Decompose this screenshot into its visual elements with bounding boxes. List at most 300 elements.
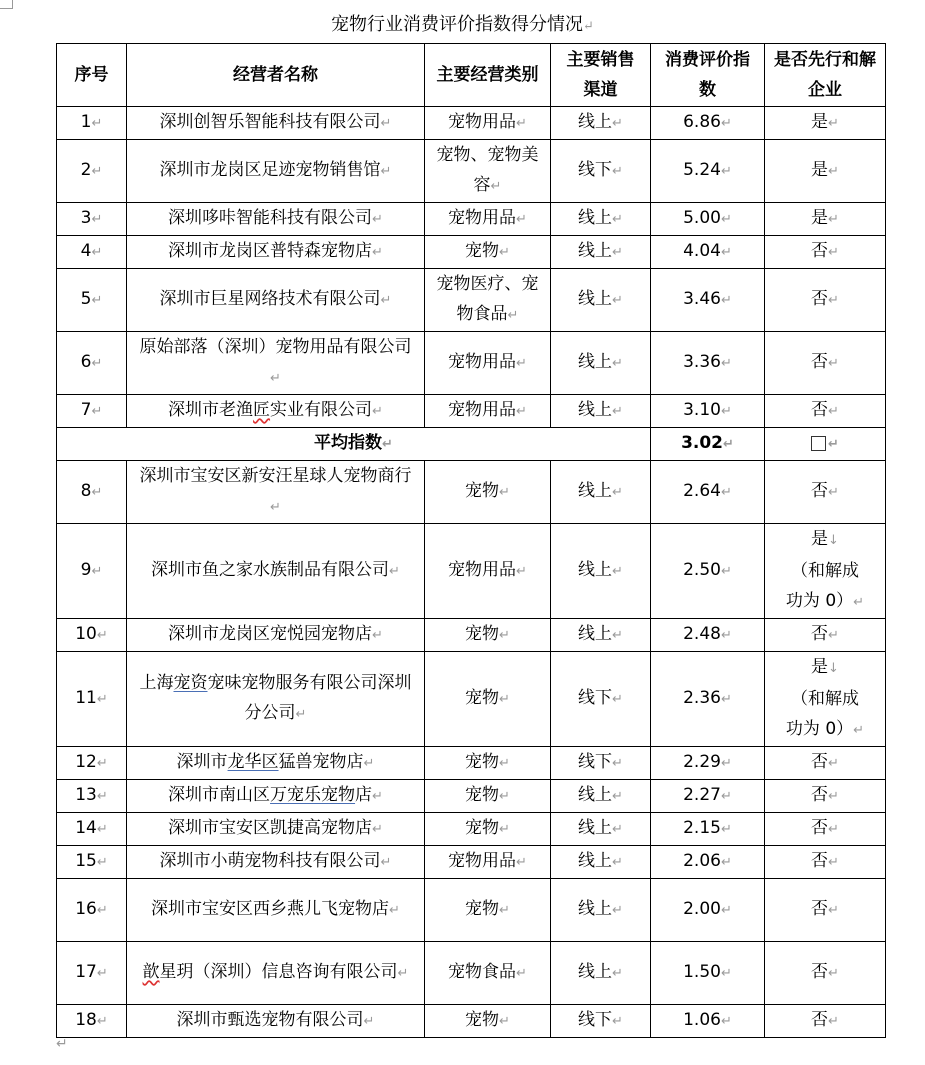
cell-index bbox=[57, 619, 127, 652]
paragraph-mark: ↵ bbox=[372, 404, 383, 419]
cell-channel bbox=[551, 942, 651, 1005]
cell-channel-text: 线上 bbox=[578, 400, 613, 420]
cell-settlement bbox=[765, 747, 886, 780]
end-paragraph-mark: ↵ bbox=[56, 1036, 68, 1052]
cell-category bbox=[425, 140, 551, 203]
paragraph-mark: ↵ bbox=[499, 692, 510, 707]
cell-score-text: 2.29 bbox=[683, 752, 721, 772]
table-row bbox=[57, 461, 886, 524]
paragraph-mark: ↵ bbox=[720, 822, 732, 837]
line-mark: ↵ bbox=[828, 756, 839, 771]
paragraph-mark: ↵ bbox=[720, 966, 732, 981]
paragraph-mark: ↵ bbox=[382, 437, 393, 452]
cell-settlement bbox=[765, 846, 886, 879]
cell-score bbox=[651, 652, 765, 747]
paragraph-mark: ↵ bbox=[372, 212, 383, 227]
cell-channel bbox=[551, 140, 651, 203]
cell-channel bbox=[551, 747, 651, 780]
settlement-note-line1: （和解成 bbox=[791, 689, 859, 709]
paragraph-mark: ↵ bbox=[516, 212, 527, 227]
paragraph-mark: ↵ bbox=[720, 116, 732, 131]
header-row bbox=[57, 44, 886, 107]
paragraph-mark: ↵ bbox=[372, 628, 383, 643]
settlement-value: 是 bbox=[811, 529, 829, 549]
paragraph-mark: ↵ bbox=[853, 723, 865, 738]
paragraph-mark: ↵ bbox=[96, 628, 108, 643]
line-mark: ↵ bbox=[828, 293, 839, 308]
line-mark: ↓ bbox=[828, 533, 839, 548]
cell-index bbox=[57, 107, 127, 140]
cell-channel-text: 线上 bbox=[578, 624, 613, 644]
table-row bbox=[57, 236, 886, 269]
cell-category-text: 宠物用品 bbox=[448, 851, 517, 871]
paragraph-mark: ↵ bbox=[720, 1014, 732, 1029]
cell-settlement bbox=[765, 652, 886, 747]
cell-category-text: 宠物 bbox=[465, 624, 500, 644]
paragraph-mark: ↵ bbox=[490, 179, 502, 194]
paragraph-mark: ↵ bbox=[96, 822, 108, 837]
cell-score bbox=[651, 332, 765, 395]
paragraph-mark: ↵ bbox=[91, 293, 103, 308]
proofing-underline: 万宠乐宠物 bbox=[270, 785, 356, 805]
cell-name-text: 深圳市宝安区西乡燕儿飞宠物店 bbox=[151, 899, 390, 919]
paragraph-mark: ↵ bbox=[612, 564, 623, 579]
paragraph-mark: ↵ bbox=[96, 1014, 108, 1029]
paragraph-mark: ↵ bbox=[720, 245, 732, 260]
paragraph-mark: ↵ bbox=[380, 293, 392, 308]
cell-category-text: 宠物 bbox=[465, 688, 500, 708]
cell-channel-text: 线上 bbox=[578, 962, 613, 982]
line-mark: ↵ bbox=[828, 245, 839, 260]
paragraph-mark: ↵ bbox=[720, 756, 732, 771]
cell-index bbox=[57, 1005, 127, 1038]
cell-category bbox=[425, 652, 551, 747]
cell-channel-text: 线上 bbox=[578, 818, 613, 838]
cell-category bbox=[425, 203, 551, 236]
cell-category-text: 宠物用品 bbox=[448, 208, 517, 228]
paragraph-mark: ↵ bbox=[96, 966, 108, 981]
line-mark: ↵ bbox=[828, 356, 839, 371]
cell-name-text: 深圳市小萌宠物科技有限公司 bbox=[159, 851, 381, 871]
table-row bbox=[57, 107, 886, 140]
cell-channel-text: 线上 bbox=[578, 241, 613, 261]
line-mark: ↵ bbox=[828, 1014, 839, 1029]
cell-channel bbox=[551, 879, 651, 942]
cell-settlement bbox=[765, 780, 886, 813]
settlement-value: 否 bbox=[811, 818, 829, 838]
cell-name-text: 深圳市鱼之家水族制品有限公司 bbox=[151, 560, 390, 580]
cell-settlement bbox=[765, 269, 886, 332]
paragraph-mark: ↵ bbox=[499, 245, 510, 260]
cell-category bbox=[425, 269, 551, 332]
table-row bbox=[57, 203, 886, 236]
settlement-value: 是 bbox=[811, 112, 829, 132]
table-row bbox=[57, 140, 886, 203]
settlement-value: 否 bbox=[811, 241, 829, 261]
cell-channel bbox=[551, 107, 651, 140]
cell-settlement bbox=[765, 942, 886, 1005]
cell-name bbox=[127, 140, 425, 203]
settlement-value: 否 bbox=[811, 785, 829, 805]
paragraph-mark: ↵ bbox=[612, 855, 623, 870]
cell-category-text: 宠物 bbox=[465, 481, 500, 501]
settlement-value: 否 bbox=[811, 400, 829, 420]
line-mark: ↵ bbox=[828, 903, 839, 918]
header-index: 序号 bbox=[57, 44, 127, 107]
cell-score bbox=[651, 813, 765, 846]
line-mark: ↵ bbox=[828, 628, 839, 643]
settlement-note-line2: 功为 0） bbox=[785, 591, 854, 611]
cell-score bbox=[651, 236, 765, 269]
paragraph-mark: ↵ bbox=[612, 692, 623, 707]
cell-channel-text: 线上 bbox=[578, 112, 613, 132]
average-score bbox=[651, 428, 765, 461]
cell-settlement bbox=[765, 1005, 886, 1038]
paragraph-mark: ↵ bbox=[720, 293, 732, 308]
paragraph-mark: ↵ bbox=[583, 19, 594, 34]
line-mark: ↵ bbox=[828, 966, 839, 981]
paragraph-mark: ↵ bbox=[612, 966, 623, 981]
paragraph-mark: ↵ bbox=[612, 789, 623, 804]
cell-name-text: 深圳市巨星网络技术有限公司 bbox=[159, 289, 381, 309]
cell-name bbox=[127, 652, 425, 747]
table-row bbox=[57, 813, 886, 846]
cell-score-text: 6.86 bbox=[683, 112, 721, 132]
paragraph-mark: ↵ bbox=[507, 308, 519, 323]
paragraph-mark: ↵ bbox=[720, 212, 732, 227]
paragraph-mark: ↵ bbox=[612, 903, 623, 918]
paragraph-mark: ↵ bbox=[612, 356, 623, 371]
cell-score bbox=[651, 107, 765, 140]
cell-name-text: 深圳市龙华区猛兽宠物店 bbox=[176, 752, 364, 772]
cell-score bbox=[651, 140, 765, 203]
cell-score-text: 2.48 bbox=[683, 624, 721, 644]
settlement-value: 否 bbox=[811, 352, 829, 372]
paragraph-mark: ↵ bbox=[363, 756, 375, 771]
cell-score bbox=[651, 461, 765, 524]
cell-channel-text: 线上 bbox=[578, 560, 613, 580]
average-row bbox=[57, 428, 886, 461]
paragraph-mark: ↵ bbox=[380, 116, 392, 131]
paragraph-mark: ↵ bbox=[720, 564, 732, 579]
cell-category bbox=[425, 780, 551, 813]
settlement-value: 否 bbox=[811, 1010, 829, 1030]
paragraph-mark: ↵ bbox=[372, 245, 383, 260]
settlement-value: 否 bbox=[811, 481, 829, 501]
cell-index bbox=[57, 203, 127, 236]
table-row bbox=[57, 780, 886, 813]
paragraph-mark: ↵ bbox=[380, 164, 392, 179]
cell-settlement bbox=[765, 619, 886, 652]
cell-score-text: 3.10 bbox=[683, 400, 721, 420]
line-mark: ↵ bbox=[828, 789, 839, 804]
cell-name bbox=[127, 1005, 425, 1038]
cell-settlement bbox=[765, 140, 886, 203]
cell-name-text: 歆星玥（深圳）信息咨询有限公司 bbox=[142, 962, 398, 982]
cell-name bbox=[127, 846, 425, 879]
line-mark: ↵ bbox=[828, 212, 839, 227]
cell-score bbox=[651, 203, 765, 236]
average-score-text: 3.02 bbox=[681, 433, 724, 453]
paragraph-mark: ↵ bbox=[96, 692, 108, 707]
table-row bbox=[57, 747, 886, 780]
paragraph-mark: ↵ bbox=[499, 485, 510, 500]
cell-name-text: 深圳市宝安区新安汪星球人宠物商行 bbox=[139, 466, 412, 486]
paragraph-mark: ↵ bbox=[612, 404, 623, 419]
cell-index-text: 8 bbox=[80, 481, 92, 501]
page-corner-mark bbox=[0, 0, 13, 9]
paragraph-mark: ↵ bbox=[723, 437, 734, 452]
cell-channel-text: 线上 bbox=[578, 481, 613, 501]
proofing-underline: 歆 bbox=[142, 962, 160, 982]
cell-name bbox=[127, 236, 425, 269]
header-channel: 主要销售渠道 bbox=[551, 44, 651, 107]
line-mark: ↵ bbox=[828, 404, 839, 419]
cell-category bbox=[425, 461, 551, 524]
cell-index-text: 6 bbox=[80, 352, 92, 372]
cell-channel bbox=[551, 395, 651, 428]
paragraph-mark: ↵ bbox=[516, 855, 527, 870]
settlement-value: 否 bbox=[811, 899, 829, 919]
paragraph-mark: ↵ bbox=[363, 1014, 375, 1029]
cell-score-text: 3.46 bbox=[683, 289, 721, 309]
cell-index bbox=[57, 780, 127, 813]
cell-index bbox=[57, 652, 127, 747]
cell-score-text: 1.06 bbox=[683, 1010, 721, 1030]
cell-category bbox=[425, 332, 551, 395]
settlement-value: 是 bbox=[811, 208, 829, 228]
cell-category-text: 宠物 bbox=[465, 785, 500, 805]
cell-score-text: 2.36 bbox=[683, 688, 721, 708]
cell-channel bbox=[551, 524, 651, 619]
cell-settlement bbox=[765, 236, 886, 269]
title-text: 宠物行业消费评价指数得分情况 bbox=[331, 14, 584, 35]
cell-index-text: 17 bbox=[75, 962, 97, 982]
cell-index bbox=[57, 461, 127, 524]
settlement-value: 是 bbox=[811, 160, 829, 180]
cell-category bbox=[425, 619, 551, 652]
paragraph-mark: ↵ bbox=[612, 1014, 623, 1029]
cell-channel bbox=[551, 652, 651, 747]
cell-channel-text: 线上 bbox=[578, 208, 613, 228]
cell-score bbox=[651, 524, 765, 619]
cell-name bbox=[127, 332, 425, 395]
header-category: 主要经营类别 bbox=[425, 44, 551, 107]
proofing-underline: 龙华区 bbox=[227, 752, 279, 772]
cell-category-text: 宠物用品 bbox=[448, 352, 517, 372]
cell-name-text: 深圳市龙岗区普特森宠物店 bbox=[168, 241, 373, 261]
cell-category-text: 宠物医疗、宠物食品 bbox=[436, 274, 539, 324]
cell-name-text: 深圳哆咔智能科技有限公司 bbox=[168, 208, 373, 228]
paragraph-mark: ↵ bbox=[612, 293, 623, 308]
paragraph-mark: ↵ bbox=[91, 485, 103, 500]
table-row bbox=[57, 332, 886, 395]
paragraph-mark: ↵ bbox=[720, 485, 732, 500]
cell-category bbox=[425, 524, 551, 619]
cell-channel bbox=[551, 269, 651, 332]
cell-channel bbox=[551, 1005, 651, 1038]
paragraph-mark: ↵ bbox=[720, 356, 732, 371]
paragraph-mark: ↵ bbox=[372, 789, 383, 804]
paragraph-mark: ↵ bbox=[91, 116, 103, 131]
paragraph-mark: ↵ bbox=[499, 628, 510, 643]
cell-name-text: 深圳市宝安区凯捷高宠物店 bbox=[168, 818, 373, 838]
paragraph-mark: ↵ bbox=[91, 212, 103, 227]
paragraph-mark: ↵ bbox=[720, 404, 732, 419]
cell-index bbox=[57, 942, 127, 1005]
cell-name bbox=[127, 780, 425, 813]
cell-name bbox=[127, 879, 425, 942]
cell-settlement bbox=[765, 203, 886, 236]
cell-settlement bbox=[765, 461, 886, 524]
cell-index-text: 3 bbox=[80, 208, 92, 228]
cell-channel-text: 线下 bbox=[578, 160, 613, 180]
cell-index bbox=[57, 332, 127, 395]
cell-name bbox=[127, 395, 425, 428]
cell-index bbox=[57, 879, 127, 942]
paragraph-mark: ↵ bbox=[96, 903, 108, 918]
cell-channel bbox=[551, 236, 651, 269]
cell-category-text: 宠物 bbox=[465, 1010, 500, 1030]
settlement-value: 否 bbox=[811, 624, 829, 644]
header-name: 经营者名称 bbox=[127, 44, 425, 107]
table-row bbox=[57, 846, 886, 879]
cell-index-text: 10 bbox=[75, 624, 97, 644]
page-title bbox=[0, 12, 925, 40]
paragraph-mark: ↵ bbox=[516, 564, 527, 579]
cell-index-text: 12 bbox=[75, 752, 97, 772]
cell-channel bbox=[551, 813, 651, 846]
cell-score-text: 2.00 bbox=[683, 899, 721, 919]
cell-category-text: 宠物用品 bbox=[448, 400, 517, 420]
cell-category-text: 宠物用品 bbox=[448, 112, 517, 132]
cell-name-text: 深圳市龙岗区足迹宠物销售馆 bbox=[159, 160, 381, 180]
line-mark: ↵ bbox=[828, 855, 839, 870]
cell-index-text: 4 bbox=[80, 241, 92, 261]
paragraph-mark: ↵ bbox=[91, 245, 103, 260]
cell-score-text: 2.64 bbox=[683, 481, 721, 501]
cell-channel-text: 线上 bbox=[578, 352, 613, 372]
cell-index-text: 1 bbox=[80, 112, 92, 132]
cell-index bbox=[57, 846, 127, 879]
score-table bbox=[56, 43, 886, 1038]
paragraph-mark: ↵ bbox=[612, 164, 623, 179]
cell-index-text: 5 bbox=[80, 289, 92, 309]
paragraph-mark: ↵ bbox=[516, 116, 527, 131]
cell-channel bbox=[551, 461, 651, 524]
header-score: 消费评价指数 bbox=[651, 44, 765, 107]
cell-index bbox=[57, 236, 127, 269]
cell-index-text: 11 bbox=[75, 688, 97, 708]
settlement-value: 否 bbox=[811, 851, 829, 871]
average-settlement bbox=[765, 428, 886, 461]
cell-index-text: 7 bbox=[80, 400, 92, 420]
paragraph-mark: ↵ bbox=[96, 789, 108, 804]
cell-name bbox=[127, 747, 425, 780]
cell-index bbox=[57, 269, 127, 332]
cell-score-text: 5.00 bbox=[683, 208, 721, 228]
cell-channel bbox=[551, 332, 651, 395]
paragraph-mark: ↵ bbox=[516, 404, 527, 419]
cell-name bbox=[127, 107, 425, 140]
cell-score-text: 2.15 bbox=[683, 818, 721, 838]
cell-score bbox=[651, 846, 765, 879]
cell-category-text: 宠物、宠物美容 bbox=[436, 145, 539, 195]
proofing-underline: 宠资 bbox=[173, 673, 208, 693]
paragraph-mark: ↵ bbox=[516, 966, 527, 981]
proofing-underline: 匠 bbox=[253, 400, 271, 420]
cell-channel-text: 线上 bbox=[578, 851, 613, 871]
cell-channel-text: 线上 bbox=[578, 899, 613, 919]
cell-name-text: 原始部落（深圳）宠物用品有限公司 bbox=[139, 337, 412, 357]
paragraph-mark: ↵ bbox=[372, 822, 383, 837]
cell-name-text: 上海宠资宠味宠物服务有限公司深圳分公司 bbox=[139, 673, 412, 723]
cell-category bbox=[425, 236, 551, 269]
cell-index bbox=[57, 524, 127, 619]
paragraph-mark: ↵ bbox=[720, 789, 732, 804]
table-row bbox=[57, 1005, 886, 1038]
cell-name-text: 深圳市老渔匠实业有限公司 bbox=[168, 400, 373, 420]
cell-name bbox=[127, 269, 425, 332]
settlement-value: 否 bbox=[811, 289, 829, 309]
cell-channel bbox=[551, 203, 651, 236]
cell-category bbox=[425, 942, 551, 1005]
settlement-note-line2: 功为 0） bbox=[785, 719, 854, 739]
cell-channel-text: 线上 bbox=[578, 289, 613, 309]
cell-name bbox=[127, 524, 425, 619]
cell-name-text: 深圳市龙岗区宠悦园宠物店 bbox=[168, 624, 373, 644]
paragraph-mark: ↵ bbox=[96, 855, 108, 870]
cell-index bbox=[57, 395, 127, 428]
cell-category-text: 宠物用品 bbox=[448, 560, 517, 580]
paragraph-mark: ↵ bbox=[612, 628, 623, 643]
cell-category-text: 宠物 bbox=[465, 752, 500, 772]
paragraph-mark: ↵ bbox=[270, 500, 281, 515]
cell-score-text: 2.06 bbox=[683, 851, 721, 871]
table-body bbox=[57, 107, 886, 1038]
paragraph-mark: ↵ bbox=[397, 966, 409, 981]
cell-index bbox=[57, 813, 127, 846]
cell-score-text: 4.04 bbox=[683, 241, 721, 261]
table-row bbox=[57, 652, 886, 747]
paragraph-mark: ↵ bbox=[612, 245, 623, 260]
header-settlement: 是否先行和解企业 bbox=[765, 44, 886, 107]
cell-name-text: 深圳市南山区万宠乐宠物店 bbox=[168, 785, 373, 805]
cell-category bbox=[425, 813, 551, 846]
line-mark: ↵ bbox=[828, 485, 839, 500]
settlement-value: 是 bbox=[811, 657, 829, 677]
cell-name bbox=[127, 619, 425, 652]
cell-channel-text: 线上 bbox=[578, 785, 613, 805]
cell-channel bbox=[551, 780, 651, 813]
paragraph-mark: ↵ bbox=[612, 822, 623, 837]
paragraph-mark: ↵ bbox=[91, 564, 103, 579]
cell-channel-text: 线下 bbox=[578, 688, 613, 708]
cell-settlement bbox=[765, 332, 886, 395]
cell-score bbox=[651, 1005, 765, 1038]
cell-index-text: 9 bbox=[80, 560, 92, 580]
cell-score bbox=[651, 942, 765, 1005]
cell-category bbox=[425, 747, 551, 780]
cell-settlement bbox=[765, 879, 886, 942]
cell-score bbox=[651, 395, 765, 428]
cell-category-text: 宠物 bbox=[465, 241, 500, 261]
paragraph-mark: ↵ bbox=[853, 595, 865, 610]
paragraph-mark: ↵ bbox=[499, 756, 510, 771]
line-mark: ↓ bbox=[828, 661, 839, 676]
paragraph-mark: ↵ bbox=[96, 756, 108, 771]
cell-index-text: 2 bbox=[80, 160, 92, 180]
